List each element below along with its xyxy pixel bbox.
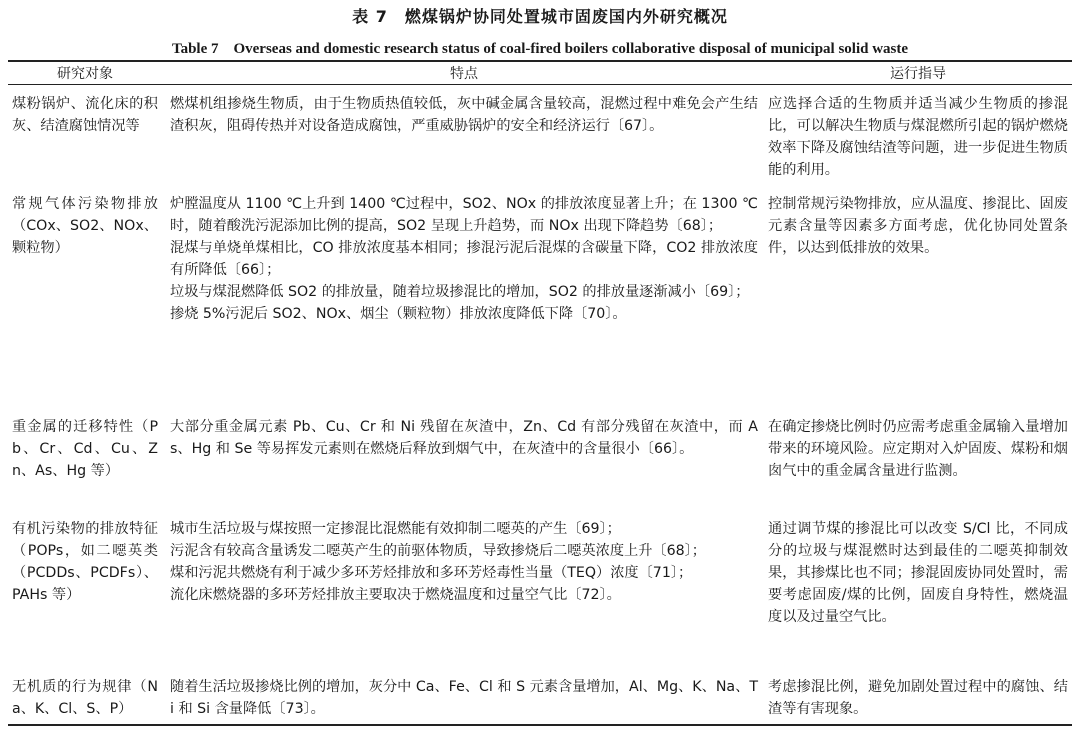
row-2-feature-2: 混煤与单烧单煤相比，CO 排放浓度基本相同；掺混污泥后混煤的含碳量下降，CO2 排放浓度有所降低〔66〕； — [170, 240, 758, 278]
row-4-feature-2: 污泥含有较高含量诱发二噁英产生的前驱体物质，导致掺烧后二噁英浓度上升〔68〕； — [170, 543, 706, 559]
table-title-en: Table 7 Overseas and domestic research status of coal-fired boilers collaborative disposal of municipal solid waste — [171, 41, 909, 57]
row-4-feature-4: 流化床燃烧器的多环芳烃排放主要取决于燃烧温度和过量空气比〔72〕。 — [170, 587, 621, 603]
row-5-feature-1: 随着生活垃圾掺烧比例的增加，灰分中 Ca、Fe、Cl 和 S 元素含量增加，Al、Mg、K、Na、Ti 和 Si 含量降低〔73〕。 — [170, 679, 758, 717]
row-1-guidance: 应选择合适的生物质并适当减少生物质的掺混比，可以解决生物质与煤混燃所引起的锅炉燃烧效率下降及腐蚀结渣等问题，进一步促进生物质能的利用。 — [768, 96, 1068, 178]
row-2-feature-4: 掺烧 5%污泥后 SO2、NOx、烟尘（颗粒物）排放浓度降低下降〔70〕。 — [170, 306, 627, 322]
row-1-features — [170, 93, 758, 137]
row-5-object: 无机质的行为规律（Na、K、Cl、S、P） — [12, 679, 158, 717]
row-2-features — [170, 193, 758, 325]
row-5-features — [170, 676, 758, 720]
row-2-feature-3: 垃圾与煤混燃降低 SO2 的排放量，随着垃圾掺混比的增加，SO2 的排放量逐渐减小〔69〕； — [170, 284, 750, 300]
row-2-feature-1: 炉膛温度从 1100 ℃上升到 1400 ℃过程中，SO2、NOx 的排放浓度显著上升；在 1300 ℃时，随着酸洗污泥添加比例的提高，SO2 呈现上升趋势，而 NOx 出现下降趋势〔68〕； — [170, 196, 758, 234]
row-5-guidance: 考虑掺混比例，避免加剧处置过程中的腐蚀、结渣等有害现象。 — [768, 679, 1068, 717]
row-3-feature-1: 大部分重金属元素 Pb、Cu、Cr 和 Ni 残留在灰渣中，Zn、Cd 有部分残留在灰渣中，而 As、Hg 和 Se 等易挥发元素则在燃烧后释放到烟气中，在灰渣中的含量很小〔66〕。 — [170, 419, 758, 457]
row-3-features — [170, 416, 758, 460]
row-2-object: 常规气体污染物排放（COx、SO2、NOx、颗粒物） — [12, 196, 158, 256]
row-4-guidance: 通过调节煤的掺混比可以改变 S/Cl 比，不同成分的垃圾与煤混燃时达到最佳的二噁英抑制效果，其掺煤比也不同；掺混固废协同处置时，需要考虑固废/煤的比例，固废自身特性，燃烧温度以及过量空气比。 — [768, 521, 1068, 625]
table-title-cn: 表 7 燃煤锅炉协同处置城市固废国内外研究概况 — [352, 7, 728, 26]
row-3-guidance: 在确定掺烧比例时仍应需考虑重金属输入量增加带来的环境风险。应定期对入炉固废、煤粉和烟囱气中的重金属含量进行监测。 — [768, 419, 1068, 479]
row-2-guidance: 控制常规污染物排放，应从温度、掺混比、固废元素含量等因素多方面考虑，优化协同处置条件，以达到低排放的效果。 — [768, 196, 1068, 256]
bottom-rule — [8, 724, 1072, 726]
row-1-feature-1: 燃煤机组掺烧生物质，由于生物质热值较低，灰中碱金属含量较高，混燃过程中难免会产生结渣积灰，阻碍传热并对设备造成腐蚀，严重威胁锅炉的安全和经济运行〔67〕。 — [170, 96, 758, 134]
header-guidance: 运行指导 — [890, 66, 946, 82]
top-rule — [8, 60, 1072, 62]
row-4-feature-3: 煤和污泥共燃烧有利于减少多环芳烃排放和多环芳烃毒性当量（TEQ）浓度〔71〕； — [170, 565, 693, 581]
header-features: 特点 — [450, 66, 478, 82]
row-4-feature-1: 城市生活垃圾与煤按照一定掺混比混燃能有效抑制二噁英的产生〔69〕； — [170, 521, 621, 537]
header-object: 研究对象 — [57, 66, 113, 82]
row-3-object: 重金属的迁移特性（Pb、Cr、Cd、Cu、Zn、As、Hg 等） — [12, 419, 158, 479]
row-4-features — [170, 518, 758, 606]
row-4-object: 有机污染物的排放特征（POPs，如二噁英类（PCDDs、PCDFs）、PAHs 等） — [12, 521, 158, 603]
row-1-object: 煤粉锅炉、流化床的积灰、结渣腐蚀情况等 — [12, 96, 158, 134]
header-rule — [8, 84, 1072, 85]
